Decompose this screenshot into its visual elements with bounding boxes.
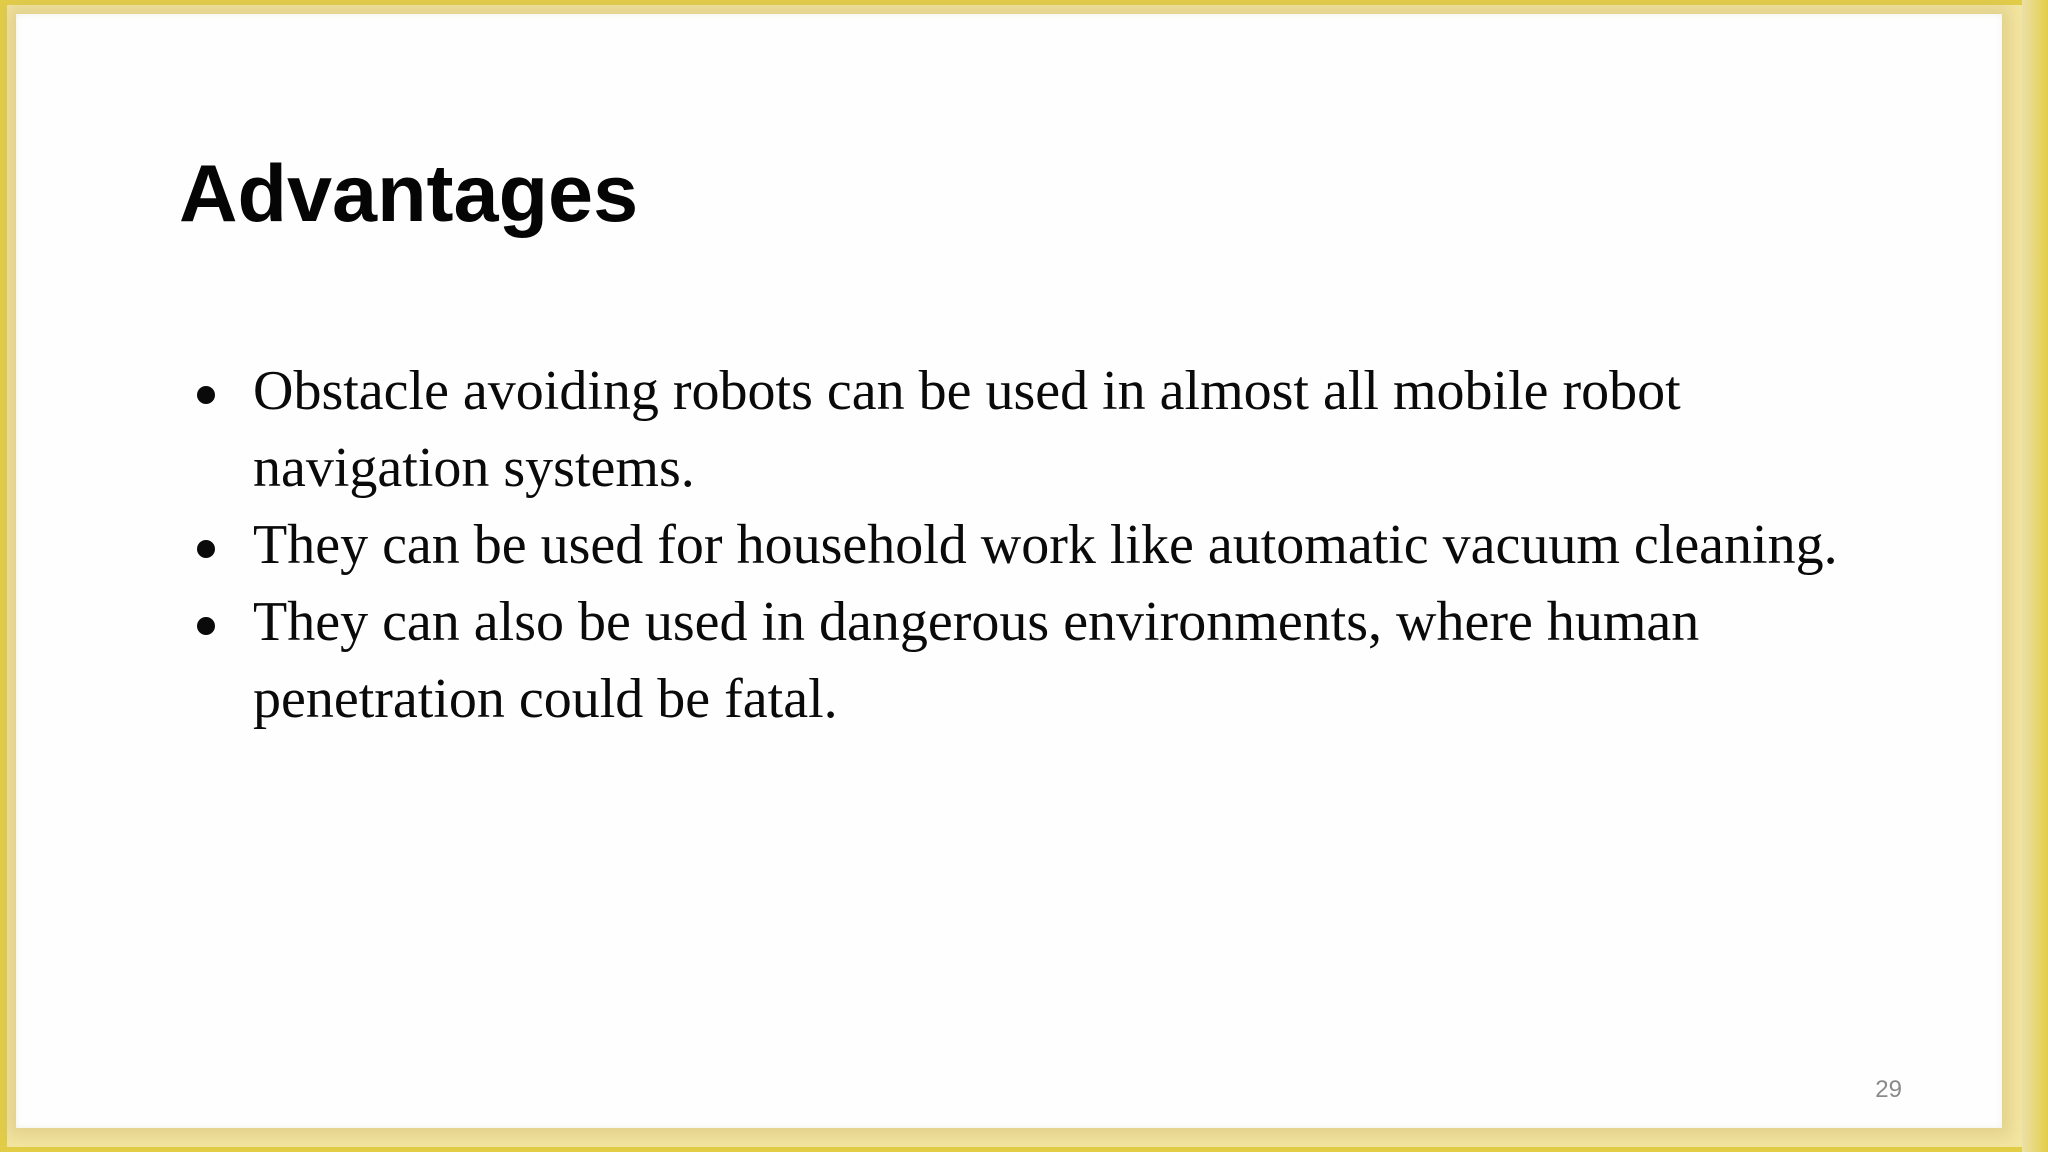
slide-frame-right-edge (2022, 0, 2048, 1152)
slide (16, 14, 2002, 1128)
bullet-item (16, 353, 1873, 507)
bullet-item (16, 584, 1873, 738)
slide-title: Advantages (179, 149, 639, 239)
bullet-text: Obstacle avoiding robots can be used in almost all mobile robot navigation systems. (253, 360, 1681, 499)
bullet-text: They can also be used in dangerous environments, where human penetration could be fatal. (253, 591, 1700, 730)
bullet-icon (197, 540, 215, 558)
bullet-list (16, 353, 1916, 738)
bullet-item (16, 507, 1873, 584)
bullet-icon (197, 617, 215, 635)
page-number: 29 (1875, 1076, 1902, 1103)
bullet-icon (197, 386, 215, 404)
bullet-text: They can be used for household work like automatic vacuum cleaning. (253, 514, 1838, 576)
